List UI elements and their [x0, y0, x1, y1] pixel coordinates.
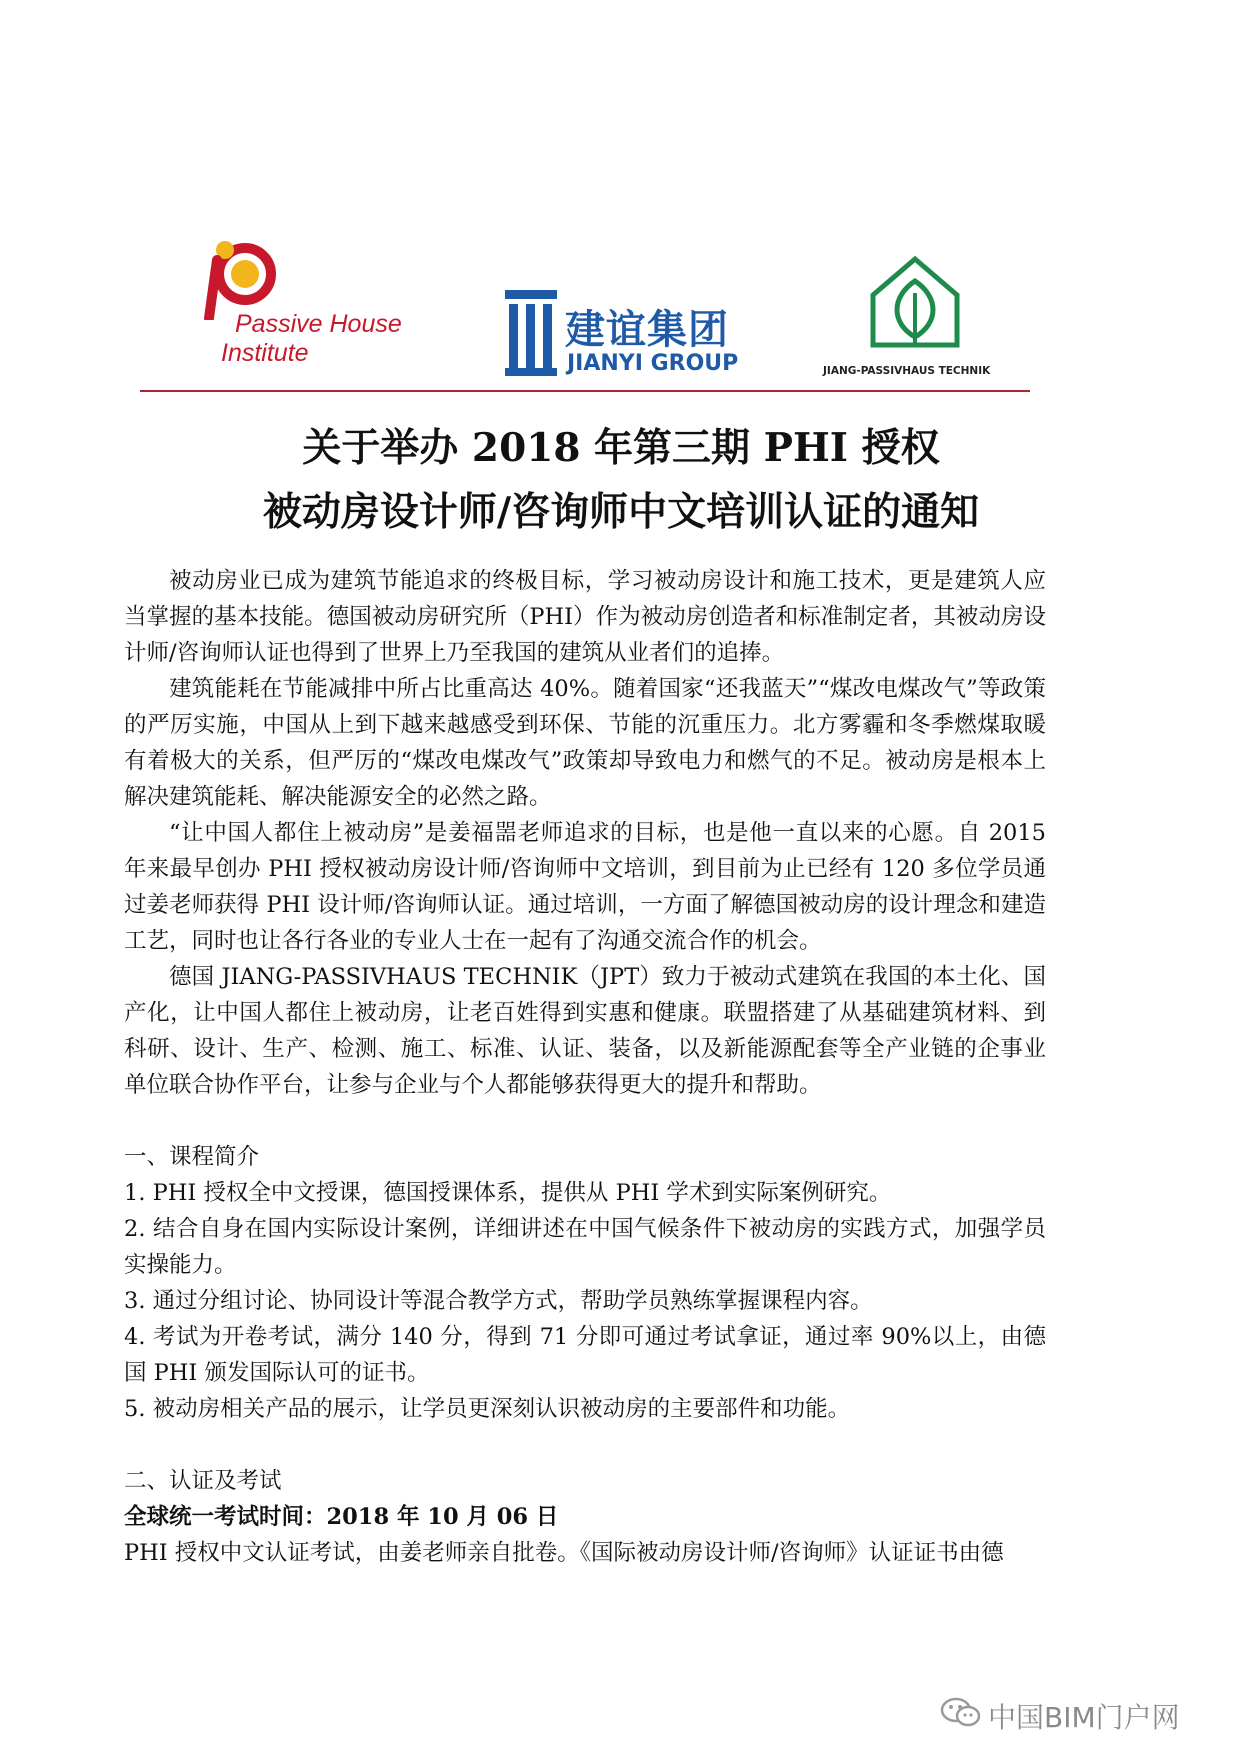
paragraph-mission: “让中国人都住上被动房”是姜福噐老师追求的目标，也是他一直以来的心愿。自 2015 年来最早创办 PHI 授权被动房设计师/咨询师中文培训，到目前为止已经有 120 多位学员通过姜老师获得 PHI 设计师/咨询师认证。通过培训，一方面了解德国被动房的设计理念和建造工艺，同时也让各行各业的专业人士在一起有了沟通交流合作的机会。: [124, 820, 1046, 954]
phi-logo-text: [221, 310, 402, 368]
watermark-text: 中国BIM门户网: [988, 1701, 1180, 1734]
exam-time: 全球统一考试时间：2018 年 10 月 06 日: [124, 1504, 559, 1530]
course-item-2: 2. 结合自身在国内实际设计案例，详细讲述在中国气候条件下被动房的实践方式，加强学员实操能力。: [124, 1216, 1046, 1278]
course-item-1: 1. PHI 授权全中文授课，德国授课体系，提供从 PHI 学术到实际案例研究。: [124, 1180, 892, 1206]
section-gap: [124, 1103, 1046, 1139]
jianyi-logo-english: JIANYI GROUP: [567, 351, 739, 376]
jpt-logo-text: JIANG-PASSIVHAUS TECHNIK: [823, 365, 991, 377]
jianyi-logo-chinese: 建谊集团: [565, 307, 729, 353]
paragraph-intro: 被动房业已成为建筑节能追求的终极目标，学习被动房设计和施工技术，更是建筑人应当掌握的基本技能。德国被动房研究所（PHI）作为被动房创造者和标准制定者，其被动房设计师/咨询师认证也得到了世界上乃至我国的建筑从业者们的追捧。: [124, 568, 1046, 666]
jianyi-group-logo: [505, 290, 745, 380]
course-item-4: 4. 考试为开卷考试，满分 140 分，得到 71 分即可通过考试拿证，通过率 90%以上，由德国 PHI 颁发国际认可的证书。: [124, 1324, 1046, 1386]
jpt-logo: [815, 253, 1015, 383]
phi-logo-line2: Institute: [221, 339, 309, 367]
section-gap: [124, 1427, 1046, 1463]
wechat-watermark: [940, 1690, 1210, 1740]
paragraph-energy: 建筑能耗在节能减排中所占比重高达 40%。随着国家“还我蓝天”“煤改电煤改气”等政策的严厉实施，中国从上到下越来越感受到环保、节能的沉重压力。北方雾霾和冬季燃煤取暖有着极大的关系，但严厉的“煤改电煤改气”政策却导致电力和燃气的不足。被动房是根本上解决建筑能耗、解决能源安全的必然之路。: [124, 676, 1046, 810]
jianyi-logo-mark-icon: [505, 290, 557, 376]
document-title-line1: 关于举办 2018 年第三期 PHI 授权: [302, 425, 940, 471]
jpt-house-leaf-icon: [867, 253, 963, 353]
document-body: [124, 563, 1046, 1571]
document-title-line2: 被动房设计师/咨询师中文培训认证的通知: [262, 489, 980, 535]
phi-logo-line1: Passive House: [235, 310, 402, 338]
phi-logo-mark-icon: [195, 240, 285, 320]
exam-description: PHI 授权中文认证考试，由姜老师亲自批卷。《国际被动房设计师/咨询师》认证证书由德: [124, 1540, 1004, 1566]
section2-heading: 二、认证及考试: [124, 1468, 282, 1494]
header-divider: [140, 390, 1030, 392]
section1-heading: 一、课程简介: [124, 1144, 260, 1170]
passive-house-institute-logo: [195, 240, 425, 380]
course-item-5: 5. 被动房相关产品的展示，让学员更深刻认识被动房的主要部件和功能。: [124, 1396, 851, 1422]
wechat-icon: [940, 1696, 982, 1730]
course-item-3: 3. 通过分组讨论、协同设计等混合教学方式，帮助学员熟练掌握课程内容。: [124, 1288, 873, 1314]
paragraph-jpt: 德国 JIANG-PASSIVHAUS TECHNIK（JPT）致力于被动式建筑在我国的本土化、国产化，让中国人都住上被动房，让老百姓得到实惠和健康。联盟搭建了从基础建筑材料、到科研、设计、生产、检测、施工、标准、认证、装备，以及新能源配套等全产业链的企事业单位联合协作平台，让参与企业与个人都能够获得更大的提升和帮助。: [124, 964, 1046, 1098]
